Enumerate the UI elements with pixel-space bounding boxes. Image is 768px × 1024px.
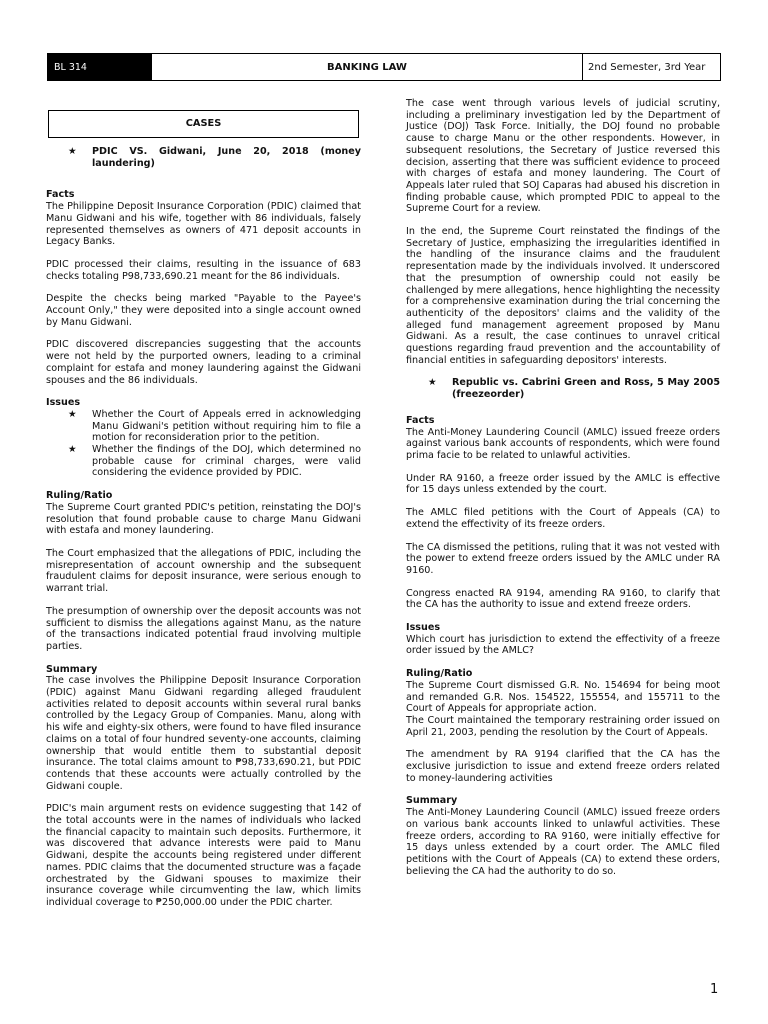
star-icon: ★ — [68, 146, 77, 157]
case-1-summary: PDIC's main argument rests on evidence suggesting that 142 of the total accounts were in the names of individuals who lacked the financial capacity to maintain such deposits. Furthermore, it was discovered that advance interests were paid to Manu Gidwani, despite the accounts being registered under different names. PDIC claims that the documented structure was a façade orchestrated by the Gidwani spouses to maximize their insurance coverage while circumventing the law, which limits individual coverage to ₱250,000.00 under the PDIC charter. — [46, 803, 361, 908]
case-1-ruling: The presumption of ownership over the deposit accounts was not sufficient to dismiss the allegations against Manu, as the nature of the transactions indicated potential fraud involving multiple parties. — [46, 605, 361, 652]
case-1-fact: Despite the checks being marked "Payable to the Payee's Account Only," they were deposited into a single account owned by Manu Gidwani. — [46, 293, 361, 328]
page-number: 1 — [710, 982, 719, 997]
case-2-fact: The CA dismissed the petitions, ruling that it was not vested with the power to extend freeze orders issued by the AMLC under RA 9160. — [406, 541, 720, 576]
case-1-fact: PDIC discovered discrepancies suggesting that the accounts were not held by the purported owners, leading to a criminal complaint for estafa and money laundering against the Gidwani spouses and the 86 individuals. — [46, 339, 361, 386]
case-2-fact: The AMLC filed petitions with the Court of Appeals (CA) to extend the effectivity of its freeze orders. — [406, 507, 720, 530]
case-2-facts-heading: Facts — [406, 414, 435, 426]
case-1-issue-text: Whether the findings of the DOJ, which determined no probable cause for criminal charges, were valid considering the evidence provided by PDIC. — [92, 444, 361, 479]
case-1-fact: PDIC processed their claims, resulting in the issuance of 683 checks totaling P98,733,690.21 meant for the 86 individuals. — [46, 258, 361, 282]
case-1-issues-heading: Issues — [46, 397, 81, 409]
case-1-ruling-heading: Ruling/Ratio — [46, 490, 113, 502]
case-1-summary: The case involves the Philippine Deposit Insurance Corporation (PDIC) against Manu Gidwani regarding alleged fraudulent activities related to deposit accounts within several rural banks controlled by the Legacy Group of Companies. Manu, along with his wife and eighty-six others, were found to have filed insurance claims on a total of four hundred seventy-one accounts, claiming ownership that would entitle them to substantial deposit insurance. The total claims amount to ₱98,733,690.21, but PDIC contends that these accounts were actually controlled by the Gidwani couple. — [46, 675, 361, 792]
case-2-fact: The Anti-Money Laundering Council (AMLC) issued freeze orders against various bank accounts of respondents, which were found prima facie to be related to unlawful activities. — [406, 426, 720, 461]
case-1-issue — [46, 444, 361, 479]
case-2-issues-heading: Issues — [406, 622, 441, 634]
case-1-title-text: PDIC VS. Gidwani, June 20, 2018 (money laundering) — [92, 146, 361, 169]
case-1-fact: The Philippine Deposit Insurance Corporation (PDIC) claimed that Manu Gidwani and his wife, together with 86 individuals, falsely represented themselves as owners of 471 deposit accounts in Legacy Banks. — [46, 201, 361, 248]
semester-label: 2nd Semester, 3rd Year — [588, 62, 706, 73]
case-2-ruling: The Supreme Court dismissed G.R. No. 154694 for being moot and remanded G.R. Nos. 154522, 155554, and 155711 to the Court of Appeals for appropriate action. — [406, 679, 720, 715]
case-1-summary: The case went through various levels of judicial scrutiny, including a preliminary investigation led by the Department of Justice (DOJ) Task Force. Initially, the DOJ found no probable cause to charge Manu or the other respondents. However, in subsequent resolutions, the Secretary of Justice reversed this decision, asserting that there was sufficient evidence to proceed with charges of estafa and money laundering. The Court of Appeals later ruled that SOJ Caparas had abused his discretion in finding probable cause, which prompted PDIC to appeal to the Supreme Court for a review. — [406, 98, 720, 215]
case-2-ruling: The Court maintained the temporary restraining order issued on April 21, 2003, pending the resolution by the Court of Appeals. — [406, 714, 720, 738]
case-1-ruling: The Supreme Court granted PDIC's petition, reinstating the DOJ's resolution that found probable cause to charge Manu Gidwani with estafa and money laundering. — [46, 501, 361, 537]
case-2-title-text: Republic vs. Cabrini Green and Ross, 5 May 2005 (freezeorder) — [452, 377, 720, 401]
course-code: BL 314 — [48, 54, 152, 80]
star-icon: ★ — [428, 377, 437, 389]
case-1-issue-text: Whether the Court of Appeals erred in acknowledging Manu Gidwani's petition without requiring him to file a motion for reconsideration prior to the petition. — [92, 408, 361, 444]
case-2-ruling-heading: Ruling/Ratio — [406, 668, 473, 680]
case-1-summary: In the end, the Supreme Court reinstated the findings of the Secretary of Justice, emphasizing the irregularities identified in the handling of the insurance claims and the fraudulent representation made by the individuals involved. It underscored that the presumption of ownership could not easily be challenged by mere allegations, hence highlighting the necessity for a comprehensive examination during the trial concerning the authenticity of the depositors' claims and the validity of the alleged fund management agreement proposed by Manu Gidwani. As a result, the case continues to unravel critical questions regarding fraud prevention and the accountability of financial entities in safeguarding depositors' interests. — [406, 226, 720, 366]
case-2-fact: Under RA 9160, a freeze order issued by the AMLC is effective for 15 days unless extended by the court. — [406, 472, 720, 496]
case-2-issue: Which court has jurisdiction to extend the effectivity of a freeze order issued by the AMLC? — [406, 633, 720, 657]
star-icon: ★ — [68, 408, 77, 420]
case-2-ruling: The amendment by RA 9194 clarified that the CA has the exclusive jurisdiction to issue and extend freeze orders related to money-laundering activities — [406, 749, 720, 784]
right-column — [406, 98, 720, 877]
case-2-summary-heading: Summary — [406, 795, 458, 807]
case-1-issue — [46, 409, 361, 444]
left-column — [46, 110, 361, 909]
document-header — [47, 53, 721, 81]
header-title: BANKING LAW — [152, 54, 583, 80]
star-icon: ★ — [68, 444, 77, 456]
case-1-ruling: The Court emphasized that the allegations of PDIC, including the misrepresentation of account ownership and the subsequent fraudulent claims for deposit insurance, were serious enough to warrant trial. — [46, 547, 361, 595]
case-2-summary: The Anti-Money Laundering Council (AMLC) issued freeze orders on various bank accounts linked to unlawful activities. These freeze orders, according to RA 9160, were initially effective for 15 days unless extended by a court order. The AMLC filed petitions with the Court of Appeals (CA) to extend these orders, believing the CA had the authority to do so. — [406, 807, 720, 877]
case-1-issues-list — [46, 409, 361, 479]
case-1-facts-heading: Facts — [46, 189, 75, 201]
case-1-title — [46, 146, 361, 169]
case-2-fact: Congress enacted RA 9194, amending RA 9160, to clarify that the CA has the authority to issue and extend freeze orders. — [406, 587, 720, 611]
case-1-summary-heading: Summary — [46, 663, 98, 675]
case-2-title — [406, 377, 720, 400]
cases-heading: CASES — [48, 110, 359, 138]
